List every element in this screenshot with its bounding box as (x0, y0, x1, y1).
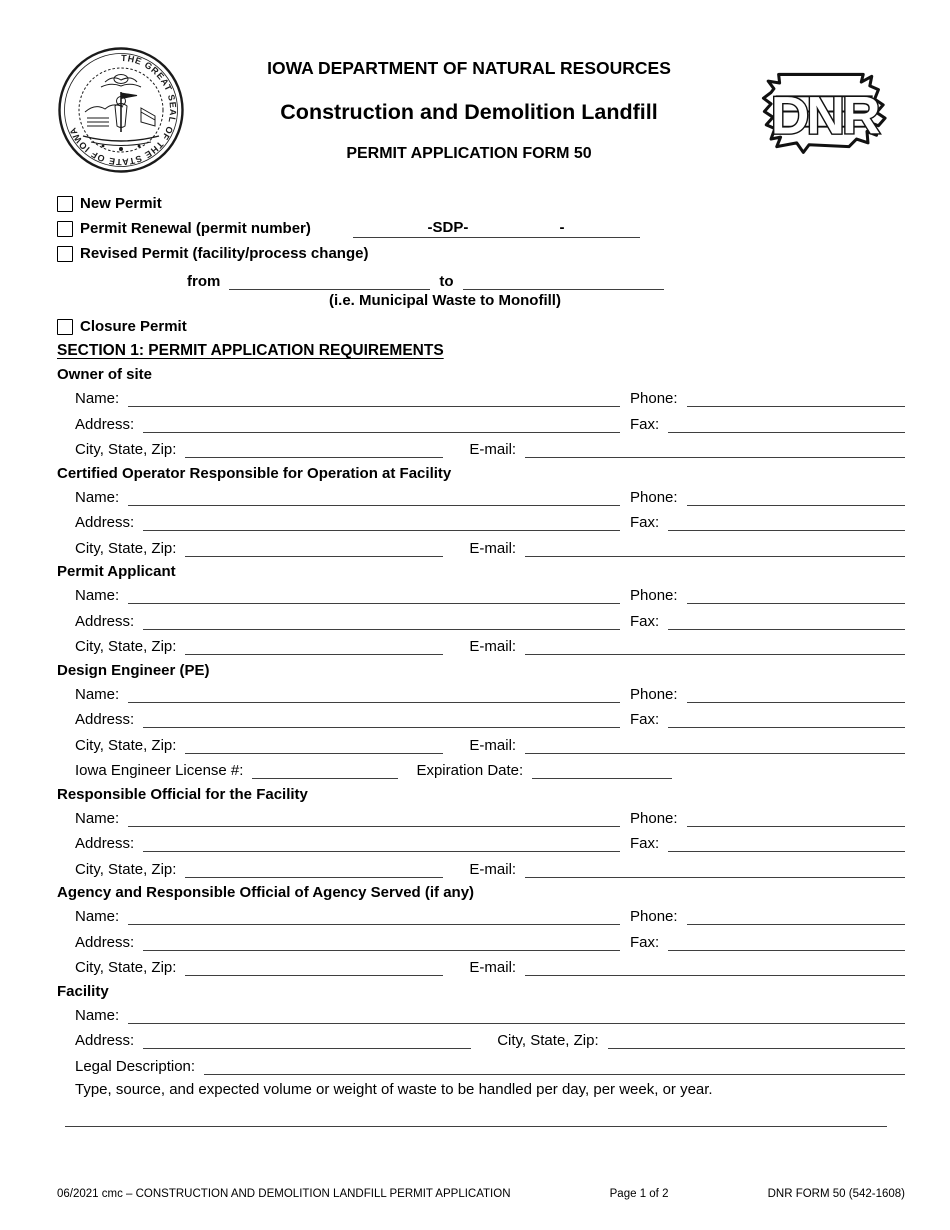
phone-label: Phone: (630, 587, 678, 604)
svg-text:DNR: DNR (770, 86, 878, 146)
contact-section-title: Certified Operator Responsible for Operation at Facility (57, 464, 452, 482)
fax-input-line[interactable] (668, 932, 905, 951)
name-phone-row (57, 684, 905, 703)
address-fax-row (57, 611, 905, 630)
permit-renewal-option (57, 219, 905, 238)
expiration-date-input-line[interactable] (532, 760, 672, 779)
phone-label: Phone: (630, 488, 678, 506)
name-input-line[interactable] (128, 388, 620, 407)
svg-text:THE GREAT SEAL OF THE STATE OF: THE GREAT SEAL OF THE STATE OF IOWA (67, 52, 179, 168)
footer-revision-text: 06/2021 cmc – CONSTRUCTION AND DEMOLITION LANDFILL PERMIT APPLICATION (57, 1188, 511, 1200)
from-label: from (187, 273, 221, 290)
contact-section (57, 786, 905, 878)
contact-section (57, 366, 905, 458)
fax-label: Fax: (630, 514, 660, 531)
name-phone-row (57, 906, 905, 925)
address-label: Address: (75, 711, 135, 728)
phone-input-line[interactable] (687, 684, 905, 703)
city-email-row (57, 538, 905, 557)
address-label: Address: (75, 514, 135, 531)
city-email-row (57, 636, 905, 655)
fax-label: Fax: (630, 933, 660, 951)
name-input-line[interactable] (128, 487, 620, 506)
phone-input-line[interactable] (687, 808, 905, 827)
permit-number-input-line[interactable] (353, 219, 640, 238)
revised-from-input-line[interactable] (229, 271, 430, 290)
revised-permit-option (57, 244, 905, 263)
closure-permit-checkbox[interactable] (57, 319, 73, 335)
to-label: to (439, 273, 454, 290)
phone-label: Phone: (630, 390, 678, 407)
phone-input-line[interactable] (687, 906, 905, 925)
iowa-state-seal-icon (57, 46, 185, 178)
fax-input-line[interactable] (668, 512, 905, 531)
contact-section-title: Responsible Official for the Facility (57, 785, 308, 803)
name-label: Name: (75, 390, 120, 407)
facility-name-label: Name: (75, 1006, 120, 1024)
name-phone-row (57, 487, 905, 506)
email-label: E-mail: (469, 959, 517, 976)
fax-label: Fax: (630, 612, 660, 630)
footer-page-number: Page 1 of 2 (609, 1188, 669, 1200)
license-number-input-line[interactable] (252, 760, 398, 779)
city-email-row (57, 859, 905, 878)
legal-description-label: Legal Description: (75, 1057, 196, 1075)
expiration-date-label: Expiration Date: (416, 762, 524, 779)
email-input-line[interactable] (525, 859, 905, 878)
fax-input-line[interactable] (668, 833, 905, 852)
revised-from-to-row (57, 269, 905, 290)
address-fax-row (57, 414, 905, 433)
name-phone-row (57, 388, 905, 407)
fax-input-line[interactable] (668, 709, 905, 728)
city-email-row (57, 439, 905, 458)
license-number-label: Iowa Engineer License #: (75, 762, 244, 779)
address-label: Address: (75, 933, 135, 951)
contact-section (57, 563, 905, 655)
city-state-zip-label: City, State, Zip: (75, 539, 177, 557)
city-state-zip-label: City, State, Zip: (75, 959, 177, 976)
closure-permit-option (57, 317, 905, 336)
name-label: Name: (75, 685, 120, 703)
contact-section (57, 662, 905, 780)
facility-section (57, 983, 905, 1099)
address-fax-row (57, 709, 905, 728)
header-titles (185, 46, 753, 163)
fax-label: Fax: (630, 711, 660, 728)
name-label: Name: (75, 488, 120, 506)
permit-number-dash-text: - (559, 219, 565, 236)
phone-input-line[interactable] (687, 388, 905, 407)
page-footer (57, 1188, 905, 1200)
name-label: Name: (75, 809, 120, 827)
name-label: Name: (75, 908, 120, 925)
separator-line (65, 1126, 887, 1127)
phone-input-line[interactable] (687, 487, 905, 506)
name-phone-row (57, 808, 905, 827)
permit-type-options (57, 194, 905, 336)
revised-permit-hint: (i.e. Municipal Waste to Monofill) (329, 292, 561, 309)
city-state-zip-label: City, State, Zip: (75, 441, 177, 458)
license-row (57, 760, 905, 779)
new-permit-option (57, 194, 905, 213)
address-fax-row (57, 512, 905, 531)
city-state-zip-label: City, State, Zip: (75, 638, 177, 655)
contact-section (57, 465, 905, 557)
contact-section (57, 884, 905, 976)
city-state-zip-input-line[interactable] (185, 859, 443, 878)
facility-city-state-zip-label: City, State, Zip: (497, 1032, 599, 1049)
contact-section-title: Design Engineer (PE) (57, 661, 210, 679)
name-input-line[interactable] (128, 585, 620, 604)
email-input-line[interactable] (525, 735, 905, 754)
contact-sections (57, 366, 905, 976)
address-label: Address: (75, 612, 135, 630)
form-name-title: Construction and Demolition Landfill (280, 100, 658, 124)
sdp-prefix-text: -SDP- (427, 219, 469, 236)
name-label: Name: (75, 587, 120, 604)
fax-label: Fax: (630, 835, 660, 852)
email-label: E-mail: (469, 441, 517, 458)
revised-permit-label: Revised Permit (facility/process change) (80, 245, 369, 262)
facility-section-title: Facility (57, 982, 109, 1000)
email-input-line[interactable] (525, 538, 905, 557)
contact-section-title: Agency and Responsible Official of Agency Served (if any) (57, 884, 475, 901)
section1-heading: SECTION 1: PERMIT APPLICATION REQUIREMENTS (57, 342, 444, 359)
facility-city-state-zip-input-line[interactable] (608, 1030, 905, 1049)
address-fax-row (57, 833, 905, 852)
legal-description-row (57, 1056, 905, 1075)
permit-renewal-label: Permit Renewal (permit number) (80, 220, 311, 237)
city-state-zip-input-line[interactable] (185, 439, 443, 458)
city-state-zip-input-line[interactable] (185, 957, 443, 976)
address-input-line[interactable] (143, 611, 620, 630)
address-label: Address: (75, 415, 135, 433)
email-label: E-mail: (469, 638, 517, 655)
name-input-line[interactable] (128, 906, 620, 925)
dnr-logo-icon (753, 46, 905, 165)
address-input-line[interactable] (143, 932, 620, 951)
city-state-zip-input-line[interactable] (185, 538, 443, 557)
facility-name-row (57, 1005, 905, 1024)
city-state-zip-input-line[interactable] (185, 735, 443, 754)
email-input-line[interactable] (525, 439, 905, 458)
footer-form-number: DNR FORM 50 (542-1608) (767, 1188, 905, 1200)
closure-permit-label: Closure Permit (80, 318, 187, 335)
city-state-zip-label: City, State, Zip: (75, 860, 177, 878)
city-email-row (57, 735, 905, 754)
department-title: IOWA DEPARTMENT OF NATURAL RESOURCES (267, 58, 671, 78)
new-permit-checkbox[interactable] (57, 196, 73, 212)
form-header (57, 46, 905, 178)
facility-address-input-line[interactable] (143, 1030, 471, 1049)
email-input-line[interactable] (525, 636, 905, 655)
city-email-row (57, 957, 905, 976)
contact-section-title: Permit Applicant (57, 563, 176, 580)
email-input-line[interactable] (525, 957, 905, 976)
city-state-zip-input-line[interactable] (185, 636, 443, 655)
phone-label: Phone: (630, 908, 678, 925)
form-number-title: PERMIT APPLICATION FORM 50 (346, 145, 592, 162)
name-input-line[interactable] (128, 808, 620, 827)
address-input-line[interactable] (143, 414, 620, 433)
fax-input-line[interactable] (668, 414, 905, 433)
phone-label: Phone: (630, 685, 678, 703)
revised-to-input-line[interactable] (463, 271, 664, 290)
name-input-line[interactable] (128, 684, 620, 703)
name-phone-row (57, 585, 905, 604)
contact-section-title: Owner of site (57, 366, 153, 383)
permit-renewal-checkbox[interactable] (57, 221, 73, 237)
email-label: E-mail: (469, 736, 517, 754)
address-fax-row (57, 932, 905, 951)
fax-label: Fax: (630, 415, 660, 433)
new-permit-label: New Permit (80, 195, 162, 212)
facility-address-label: Address: (75, 1032, 135, 1049)
fax-input-line[interactable] (668, 611, 905, 630)
address-input-line[interactable] (143, 512, 620, 531)
phone-label: Phone: (630, 809, 678, 827)
city-state-zip-label: City, State, Zip: (75, 736, 177, 754)
facility-name-input-line[interactable] (128, 1005, 905, 1024)
legal-description-input-line[interactable] (204, 1056, 905, 1075)
waste-description-note: Type, source, and expected volume or weight of waste to be handled per day, per week, or year. (75, 1081, 713, 1098)
email-label: E-mail: (469, 860, 517, 878)
revised-permit-checkbox[interactable] (57, 246, 73, 262)
address-input-line[interactable] (143, 833, 620, 852)
facility-address-row (57, 1030, 905, 1049)
email-label: E-mail: (469, 539, 517, 557)
address-label: Address: (75, 835, 135, 852)
phone-input-line[interactable] (687, 585, 905, 604)
address-input-line[interactable] (143, 709, 620, 728)
